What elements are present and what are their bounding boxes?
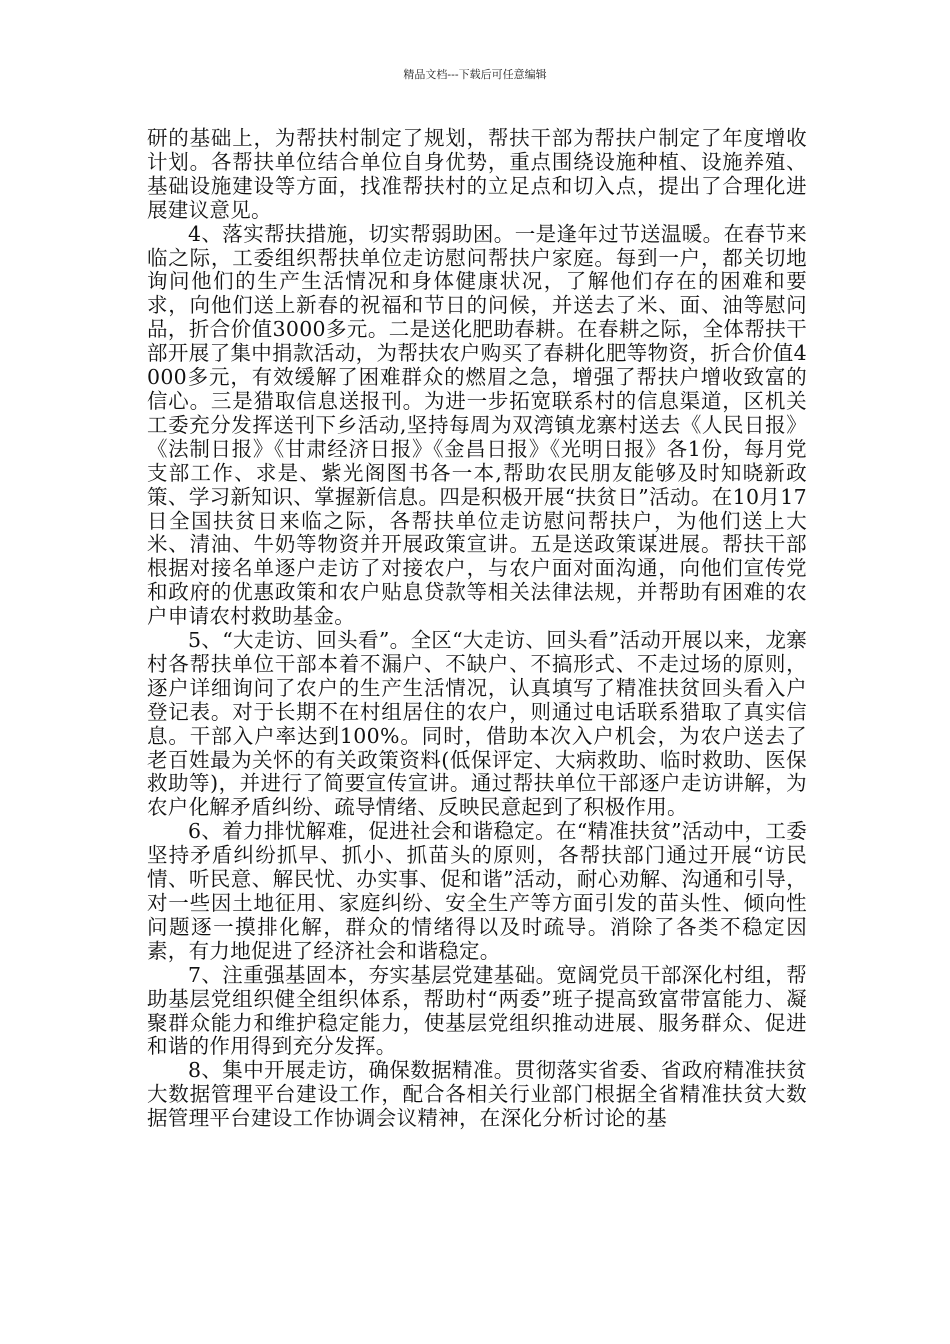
paragraph-item-8: 8、集中开展走访，确保数据精准。贯彻落实省委、省政府精准扶贫大数据管理平台建设工作，配合各相关行业部门根据全省精准扶贫大数据管理平台建设工作协调会议精神，在深化分析讨论的基 xyxy=(147,1058,807,1131)
paragraph-item-6: 6、着力排忧解难，促进社会和谐稳定。在“精准扶贫”活动中，工委坚持矛盾纠纷抓早、抓小、抓苗头的原则，各帮扶部门通过开展“访民情、听民意、解民忧、办实事、促和谐”活动，耐心劝解、沟通和引导，对一些因土地征用、家庭纠纷、安全生产等方面引发的苗头性、倾向性问题逐一摸排化解，群众的情绪得以及时疏导。消除了各类不稳定因素，有力地促进了经济社会和谐稳定。 xyxy=(147,819,807,963)
paragraph-continuation: 研的基础上，为帮扶村制定了规划，帮扶干部为帮扶户制定了年度增收计划。各帮扶单位结合单位自身优势，重点围绕设施种植、设施养殖、基础设施建设等方面，找准帮扶村的立足点和切入点，提出了合理化进展建议意见。 xyxy=(147,126,807,222)
paragraph-item-5: 5、“大走访、回头看”。全区“大走访、回头看”活动开展以来，龙寨村各帮扶单位干部本着不漏户、不缺户、不搞形式、不走过场的原则，逐户详细询问了农户的生产生活情况，认真填写了精准扶贫回头看入户登记表。对于长期不在村组居住的农户，则通过电话联系猎取了真实信息。干部入户率达到100%。同时，借助本次入户机会，为农户送去了老百姓最为关怀的有关政策资料(低保评定、大病救助、临时救助、医保救助等)，并进行了简要宣传宣讲。通过帮扶单位干部逐户走访讲解，为农户化解矛盾纠纷、疏导情绪、反映民意起到了积极作用。 xyxy=(147,628,807,820)
paragraph-item-4: 4、落实帮扶措施，切实帮弱助困。一是逢年过节送温暖。在春节来临之际，工委组织帮扶单位走访慰问帮扶户家庭。每到一户，都关切地询问他们的生产生活情况和身体健康状况，了解他们存在的困难和要求，向他们送上新春的祝福和节日的问候，并送去了米、面、油等慰问品，折合价值3000多元。二是送化肥助春耕。在春耕之际，全体帮扶干部开展了集中捐款活动，为帮扶农户购买了春耕化肥等物资，折合价值4000多元，有效缓解了困难群众的燃眉之急，增强了帮扶户增收致富的信心。三是猎取信息送报刊。为进一步拓宽联系村的信息渠道，区机关工委充分发挥送刊下乡活动,坚持每周为双湾镇龙寨村送去《人民日报》《法制日报》《甘肃经济日报》《金昌日报》《光明日报》各1份，每月党支部工作、求是、紫光阁图书各一本,帮助农民朋友能够及时知晓新政策、学习新知识、掌握新信息。四是积极开展“扶贫日”活动。在10月17日全国扶贫日来临之际，各帮扶单位走访慰问帮扶户，为他们送上大米、清油、牛奶等物资并开展政策宣讲。五是送政策谋进展。帮扶干部根据对接名单逐户走访了对接农户，与农户面对面沟通，向他们宣传党和政府的优惠政策和农户贴息贷款等相关法律法规，并帮助有困难的农户申请农村救助基金。 xyxy=(147,221,807,629)
document-body xyxy=(147,127,807,1131)
paragraph-item-7: 7、注重强基固本，夯实基层党建基础。宽阔党员干部深化村组，帮助基层党组织健全组织体系，帮助村“两委”班子提高致富带富能力、凝聚群众能力和维护稳定能力，使基层党组织推动进展、服务群众、促进和谐的作用得到充分发挥。 xyxy=(147,962,807,1059)
page-header: 精品文档---下载后可任意编辑 xyxy=(403,68,547,81)
